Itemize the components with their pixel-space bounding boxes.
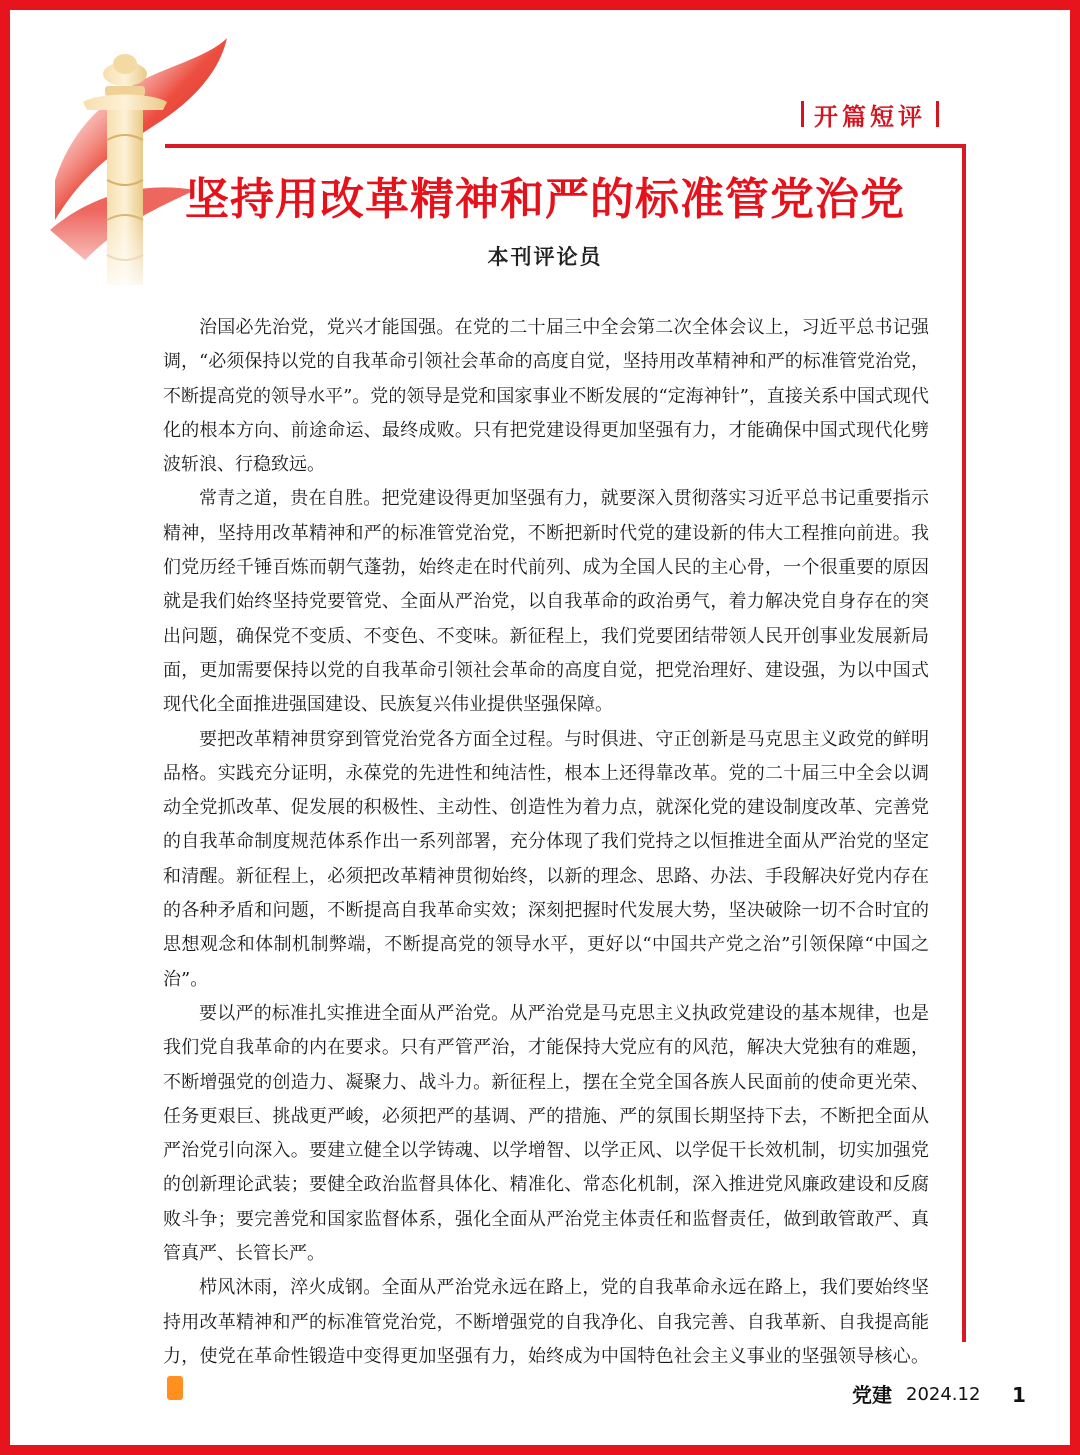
column-tag — [790, 96, 950, 132]
page-number: 1 — [1012, 1383, 1026, 1407]
column-tag-label: 开篇短评 — [814, 101, 926, 131]
tag-bar-left — [801, 101, 804, 127]
article-body — [163, 311, 929, 1409]
paragraph: 治国必先治党，党兴才能国强。在党的二十届三中全会第二次全体会议上，习近平总书记强调，“必须保持以党的自我革命引领社会革命的高度自觉，坚持用改革精神和严的标准管党治党，不断提高党的领导水平”。党的领导是党和国家事业不断发展的“定海神针”，直接关系中国式现代化的根本方向、前途命运、最终成败。只有把党建设得更加坚强有力，才能确保中国式现代化劈波斩浪、行稳致远。 — [163, 317, 929, 476]
paragraph: 常青之道，贵在自胜。把党建设得更加坚强有力，就要深入贯彻落实习近平总书记重要指示精神，坚持用改革精神和严的标准管党治党，不断把新时代党的建设新的伟大工程推向前进。我们党历经千锤百炼而朝气蓬勃，始终走在时代前列、成为全国人民的主心骨，一个很重要的原因就是我们始终坚持党要管党、全面从严治党，以自我革命的政治勇气，着力解决党自身存在的突出问题，确保党不变质、不变色、不变味。新征程上，我们党要团结带领人民开创事业发展新局面，更加需要保持以党的自我革命引领社会革命的高度自觉，把党治理好、建设强，为以中国式现代化全面推进强国建设、民族复兴伟业提供坚强保障。 — [163, 488, 929, 716]
paragraph — [163, 1271, 929, 1408]
tag-bar-right — [936, 101, 939, 127]
footer-magazine-name: 党建 — [852, 1383, 892, 1407]
paragraph: 要把改革精神贯穿到管党治党各方面全过程。与时俱进、守正创新是马克思主义政党的鲜明品格。实践充分证明，永葆党的先进性和纯洁性，根本上还得靠改革。党的二十届三中全会以调动全党抓改革、促发展的积极性、主动性、创造性为着力点，就深化党的建设制度改革、完善党的自我革命制度规范体系作出一系列部署，充分体现了我们党持之以恒推进全面从严治党的坚定和清醒。新征程上，必须把改革精神贯彻始终，以新的理念、思路、办法、手段解决好党内存在的各种矛盾和问题，不断提高自我革命实效；深刻把握时代发展大势，坚决破除一切不合时宜的思想观念和体制机制弊端，不断提高党的领导水平，更好以“中国共产党之治”引领保障“中国之治”。 — [163, 728, 929, 990]
side-rule — [962, 144, 966, 1342]
article-title: 坚持用改革精神和严的标准管党治党 — [185, 174, 905, 225]
header-rule — [165, 144, 965, 148]
footer-issue: 2024.12 — [906, 1384, 981, 1405]
byline: 本刊评论员 — [487, 245, 603, 269]
paragraph-text: 栉风沐雨，淬火成钢。全面从严治党永远在路上，党的自我革命永远在路上，我们要始终坚持用改革精神和严的标准管党治党，不断增强党的自我净化、自我完善、自我革新、自我提高能力，使党在革命性锻造中变得更加坚强有力，始终成为中国特色社会主义事业的坚强领导核心。 — [163, 1277, 929, 1367]
paragraph: 要以严的标准扎实推进全面从严治党。从严治党是马克思主义执政党建设的基本规律，也是我们党自我革命的内在要求。只有严管严治，才能保持大党应有的风范，解决大党独有的难题，不断增强党的创造力、凝聚力、战斗力。新征程上，摆在全党全国各族人民面前的使命更光荣、任务更艰巨、挑战更严峻，必须把严的基调、严的措施、严的氛围长期坚持下去，不断把全面从严治党引向深入。要建立健全以学铸魂、以学增智、以学正风、以学促干长效机制，切实加强党的创新理论武装；要健全政治监督具体化、精准化、常态化机制，深入推进党风廉政建设和反腐败斗争；要完善党和国家监督体系，强化全面从严治党主体责任和监督责任，做到敢管敢严、真管真严、长管长严。 — [163, 1002, 929, 1265]
end-mark-icon — [167, 1376, 183, 1400]
